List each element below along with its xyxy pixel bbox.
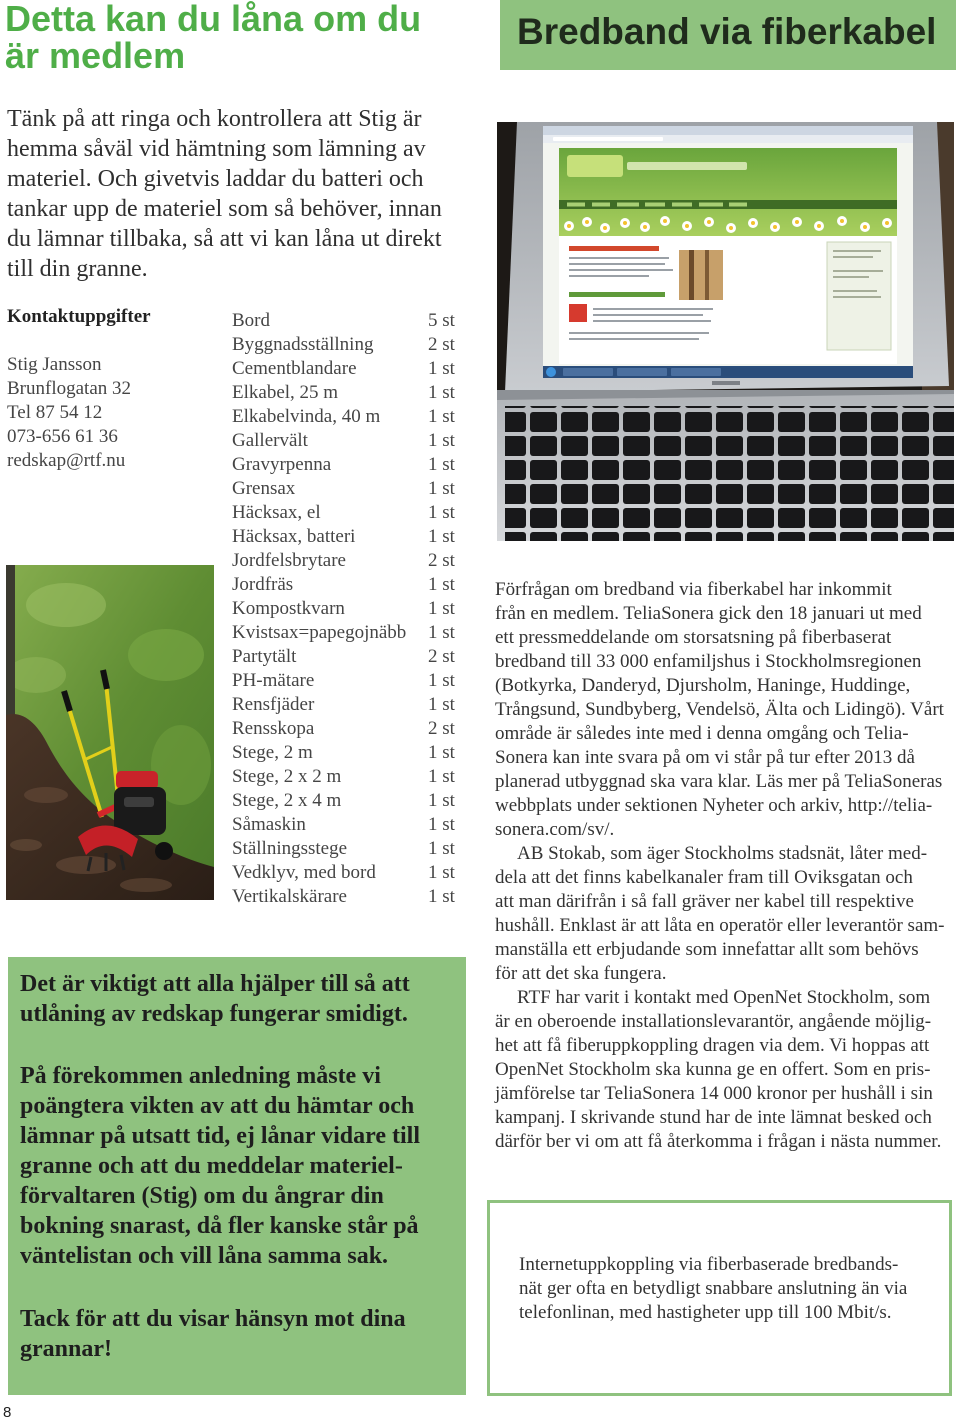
inventory-row (232, 429, 464, 453)
inventory-row (232, 501, 464, 525)
article-body (495, 578, 955, 1154)
inventory-row (232, 693, 464, 717)
article-line: OpenNet Stockholm ska kunna ge en offert. Som en pris- (495, 1059, 931, 1080)
factbox (487, 1200, 952, 1396)
article-line: hushåll. Enklast är att låta en operatör eller leverantör sam- (495, 915, 945, 936)
article-line: (Botkyrka, Danderyd, Djursholm, Haninge, Huddinge, (495, 675, 911, 696)
inventory-row (232, 309, 464, 333)
inventory-item-name: Vertikalskärare (232, 886, 347, 907)
inventory-quantity: 1 st (428, 382, 455, 403)
contact-line: Stig Jansson (7, 354, 102, 375)
inventory-row (232, 741, 464, 765)
inventory-quantity: 5 st (428, 310, 455, 331)
inventory-item-name: Såmaskin (232, 814, 306, 835)
inventory-item-name: Gravyrpenna (232, 454, 332, 475)
laptop-photo (497, 122, 954, 541)
intro-line: Tänk på att ringa och kontrollera att Stig är (7, 106, 422, 132)
article-line: sonera.com/sv/. (495, 819, 615, 840)
factbox-line: telefonlinan, med hastigheter upp till 100 Mbit/s. (519, 1302, 892, 1323)
inventory-item-name: Jordfelsbrytare (232, 550, 346, 571)
inventory-row (232, 477, 464, 501)
inventory-quantity: 1 st (428, 574, 455, 595)
factbox-text (519, 1253, 907, 1325)
inventory-quantity: 1 st (428, 526, 455, 547)
inventory-quantity: 1 st (428, 670, 455, 691)
inventory-item-name: Partytält (232, 646, 297, 667)
article-line: Trångsund, Sundbyberg, Vendelsö, Älta och Lidingö). Vårt (495, 699, 944, 720)
inventory-item-name: Grensax (232, 478, 296, 499)
article-paragraph (495, 842, 955, 986)
inventory-row (232, 645, 464, 669)
inventory-row (232, 405, 464, 429)
inventory-item-name: Kompostkvarn (232, 598, 345, 619)
contact-line: Tel 87 54 12 (7, 402, 103, 423)
notice-box (8, 957, 466, 1395)
contact-details (7, 353, 131, 473)
inventory-row (232, 789, 464, 813)
article-line: webbplats under sektionen Nyheter och arkiv, http://telia- (495, 795, 933, 816)
laptop-website-image (497, 122, 954, 541)
notice-lead (20, 969, 410, 1029)
article-heading: Bredband via fiberkabel (517, 11, 937, 52)
inventory-item-name: Elkabel, 25 m (232, 382, 339, 403)
inventory-quantity: 1 st (428, 406, 455, 427)
notice-line: Det är viktigt att alla hjälper till så att (20, 971, 410, 997)
inventory-quantity: 1 st (428, 814, 455, 835)
notice-line: grannar! (20, 1336, 112, 1362)
inventory-quantity: 1 st (428, 430, 455, 451)
article-line: bredband till 33 000 enfamiljshus i Stockholmsregionen (495, 651, 922, 672)
intro-paragraph (7, 104, 442, 284)
article-line: Sonera kan inte svara på om vi står på tur efter 2013 då (495, 747, 915, 768)
inventory-item-name: Vedklyv, med bord (232, 862, 376, 883)
notice-line: Tack för att du visar hänsyn mot dina (20, 1306, 406, 1332)
inventory-row (232, 573, 464, 597)
article-line: därför ber vi om att få återkomma i frågan i nästa nummer. (495, 1131, 942, 1152)
article-line: ett pressmeddelande om storsatsning på fiberbaserat (495, 627, 892, 648)
inventory-quantity: 2 st (428, 550, 455, 571)
inventory-quantity: 1 st (428, 862, 455, 883)
inventory-row (232, 861, 464, 885)
inventory-quantity: 1 st (428, 598, 455, 619)
tiller-photo (6, 565, 214, 900)
contact-line: Brunflogatan 32 (7, 378, 132, 399)
article-line: manställa ett erbjudande som innefattar allt som behövs (495, 939, 919, 960)
inventory-item-name: Ställningsstege (232, 838, 348, 859)
intro-line: du lämnar tillbaka, så att vi kan låna ut direkt (7, 226, 442, 252)
notice-line: lämnar på utsatt tid, ej lånar vidare till (20, 1123, 421, 1149)
article-line: RTF har varit i kontakt med OpenNet Stockholm, som (517, 987, 931, 1008)
article-line: från en medlem. TeliaSonera gick den 18 januari ut med (495, 603, 922, 624)
inventory-row (232, 765, 464, 789)
article-line: område är således inte med i denna omgång och Telia- (495, 723, 909, 744)
inventory-quantity: 1 st (428, 622, 455, 643)
article-line: Förfrågan om bredband via fiberkabel har inkommit (495, 579, 892, 600)
inventory-item-name: PH-mätare (232, 670, 315, 691)
inventory-quantity: 1 st (428, 766, 455, 787)
inventory-item-name: Rensfjäder (232, 694, 315, 715)
heading-line: är medlem (5, 35, 186, 76)
factbox-line: nät ger ofta en betydligt snabbare anslutning än via (519, 1278, 908, 1299)
article-line: kampanj. I skrivande stund har de inte lämnat besked och (495, 1107, 932, 1128)
inventory-row (232, 885, 464, 909)
inventory-row (232, 669, 464, 693)
inventory-item-name: Cementblandare (232, 358, 357, 379)
article-line: att man därifrån i så fall gräver ner kabel till respektive (495, 891, 914, 912)
page-number: 8 (3, 1404, 12, 1421)
inventory-item-name: Stege, 2 m (232, 742, 313, 763)
inventory-row (232, 549, 464, 573)
inventory-row (232, 597, 464, 621)
article-heading-banner (500, 0, 956, 70)
inventory-row (232, 357, 464, 381)
garden-tiller-image (6, 565, 214, 900)
inventory-row (232, 837, 464, 861)
inventory-quantity: 2 st (428, 646, 455, 667)
inventory-row (232, 813, 464, 837)
article-line: dela att det finns kabelkanaler fram till Oviksgatan och (495, 867, 913, 888)
article-line: AB Stokab, som äger Stockholms stadsnät, låter med- (517, 843, 928, 864)
article-line: för att det ska fungera. (495, 963, 667, 984)
inventory-item-name: Stege, 2 x 2 m (232, 766, 342, 787)
inventory-quantity: 1 st (428, 790, 455, 811)
article-paragraph (495, 578, 955, 842)
intro-line: tankar upp de materiel som så behöver, innan (7, 196, 442, 222)
inventory-item-name: Bord (232, 310, 270, 331)
notice-line: utlåning av redskap fungerar smidigt. (20, 1001, 408, 1027)
inventory-item-name: Rensskopa (232, 718, 315, 739)
inventory-quantity: 1 st (428, 742, 455, 763)
inventory-quantity: 1 st (428, 478, 455, 499)
contact-line: 073-656 61 36 (7, 426, 118, 447)
notice-line: väntelistan och vill låna samma sak. (20, 1243, 389, 1269)
inventory-row (232, 381, 464, 405)
inventory-item-name: Häcksax, el (232, 502, 321, 523)
inventory-row (232, 525, 464, 549)
inventory-quantity: 1 st (428, 838, 455, 859)
intro-line: hemma såväl vid hämtning som lämning av (7, 136, 426, 162)
contact-line: redskap@rtf.nu (7, 450, 126, 471)
inventory-item-name: Häcksax, batteri (232, 526, 356, 547)
left-heading (5, 0, 421, 74)
intro-line: materiel. Och givetvis laddar du batteri och (7, 166, 424, 192)
intro-line: till din granne. (7, 256, 148, 282)
notice-body (20, 1061, 420, 1271)
inventory-quantity: 1 st (428, 502, 455, 523)
laptop-screen (543, 126, 913, 378)
notice-closing (20, 1304, 406, 1364)
article-line: planerad utbyggnad ska vara klar. Läs mer på TeliaSoneras (495, 771, 943, 792)
inventory-row (232, 453, 464, 477)
inventory-quantity: 2 st (428, 334, 455, 355)
notice-line: poängtera vikten av att du hämtar och (20, 1093, 415, 1119)
inventory-quantity: 1 st (428, 358, 455, 379)
notice-line: granne och att du meddelar materiel- (20, 1153, 403, 1179)
inventory-item-name: Byggnadsställning (232, 334, 374, 355)
inventory-item-name: Stege, 2 x 4 m (232, 790, 342, 811)
article-paragraph (495, 986, 955, 1154)
inventory-item-name: Gallervält (232, 430, 308, 451)
article-line: jämförelse tar TeliaSonera 14 000 kronor per hushåll i sin (495, 1083, 933, 1104)
inventory-quantity: 1 st (428, 454, 455, 475)
inventory-list (232, 309, 464, 909)
factbox-line: Internetuppkoppling via fiberbaserade bredbands- (519, 1254, 899, 1275)
inventory-row (232, 621, 464, 645)
inventory-quantity: 1 st (428, 694, 455, 715)
inventory-row (232, 717, 464, 741)
article-line: het att få fiberuppkoppling dragen via dem. Vi hoppas att (495, 1035, 930, 1056)
inventory-quantity: 2 st (428, 718, 455, 739)
inventory-item-name: Jordfräs (232, 574, 294, 595)
notice-line: bokning snarast, då fler kanske står på (20, 1213, 419, 1239)
inventory-item-name: Elkabelvinda, 40 m (232, 406, 381, 427)
article-line: är en oberoende installationslevarantör, angående möjlig- (495, 1011, 932, 1032)
notice-line: På förekommen anledning måste vi (20, 1063, 381, 1089)
inventory-row (232, 333, 464, 357)
inventory-item-name: Kvistsax=papegojnäbb (232, 622, 407, 643)
heading-line: Detta kan du låna om du (5, 0, 422, 39)
inventory-quantity: 1 st (428, 886, 455, 907)
notice-line: förvaltaren (Stig) om du ångrar din (20, 1183, 384, 1209)
contact-title: Kontaktuppgifter (7, 306, 151, 327)
